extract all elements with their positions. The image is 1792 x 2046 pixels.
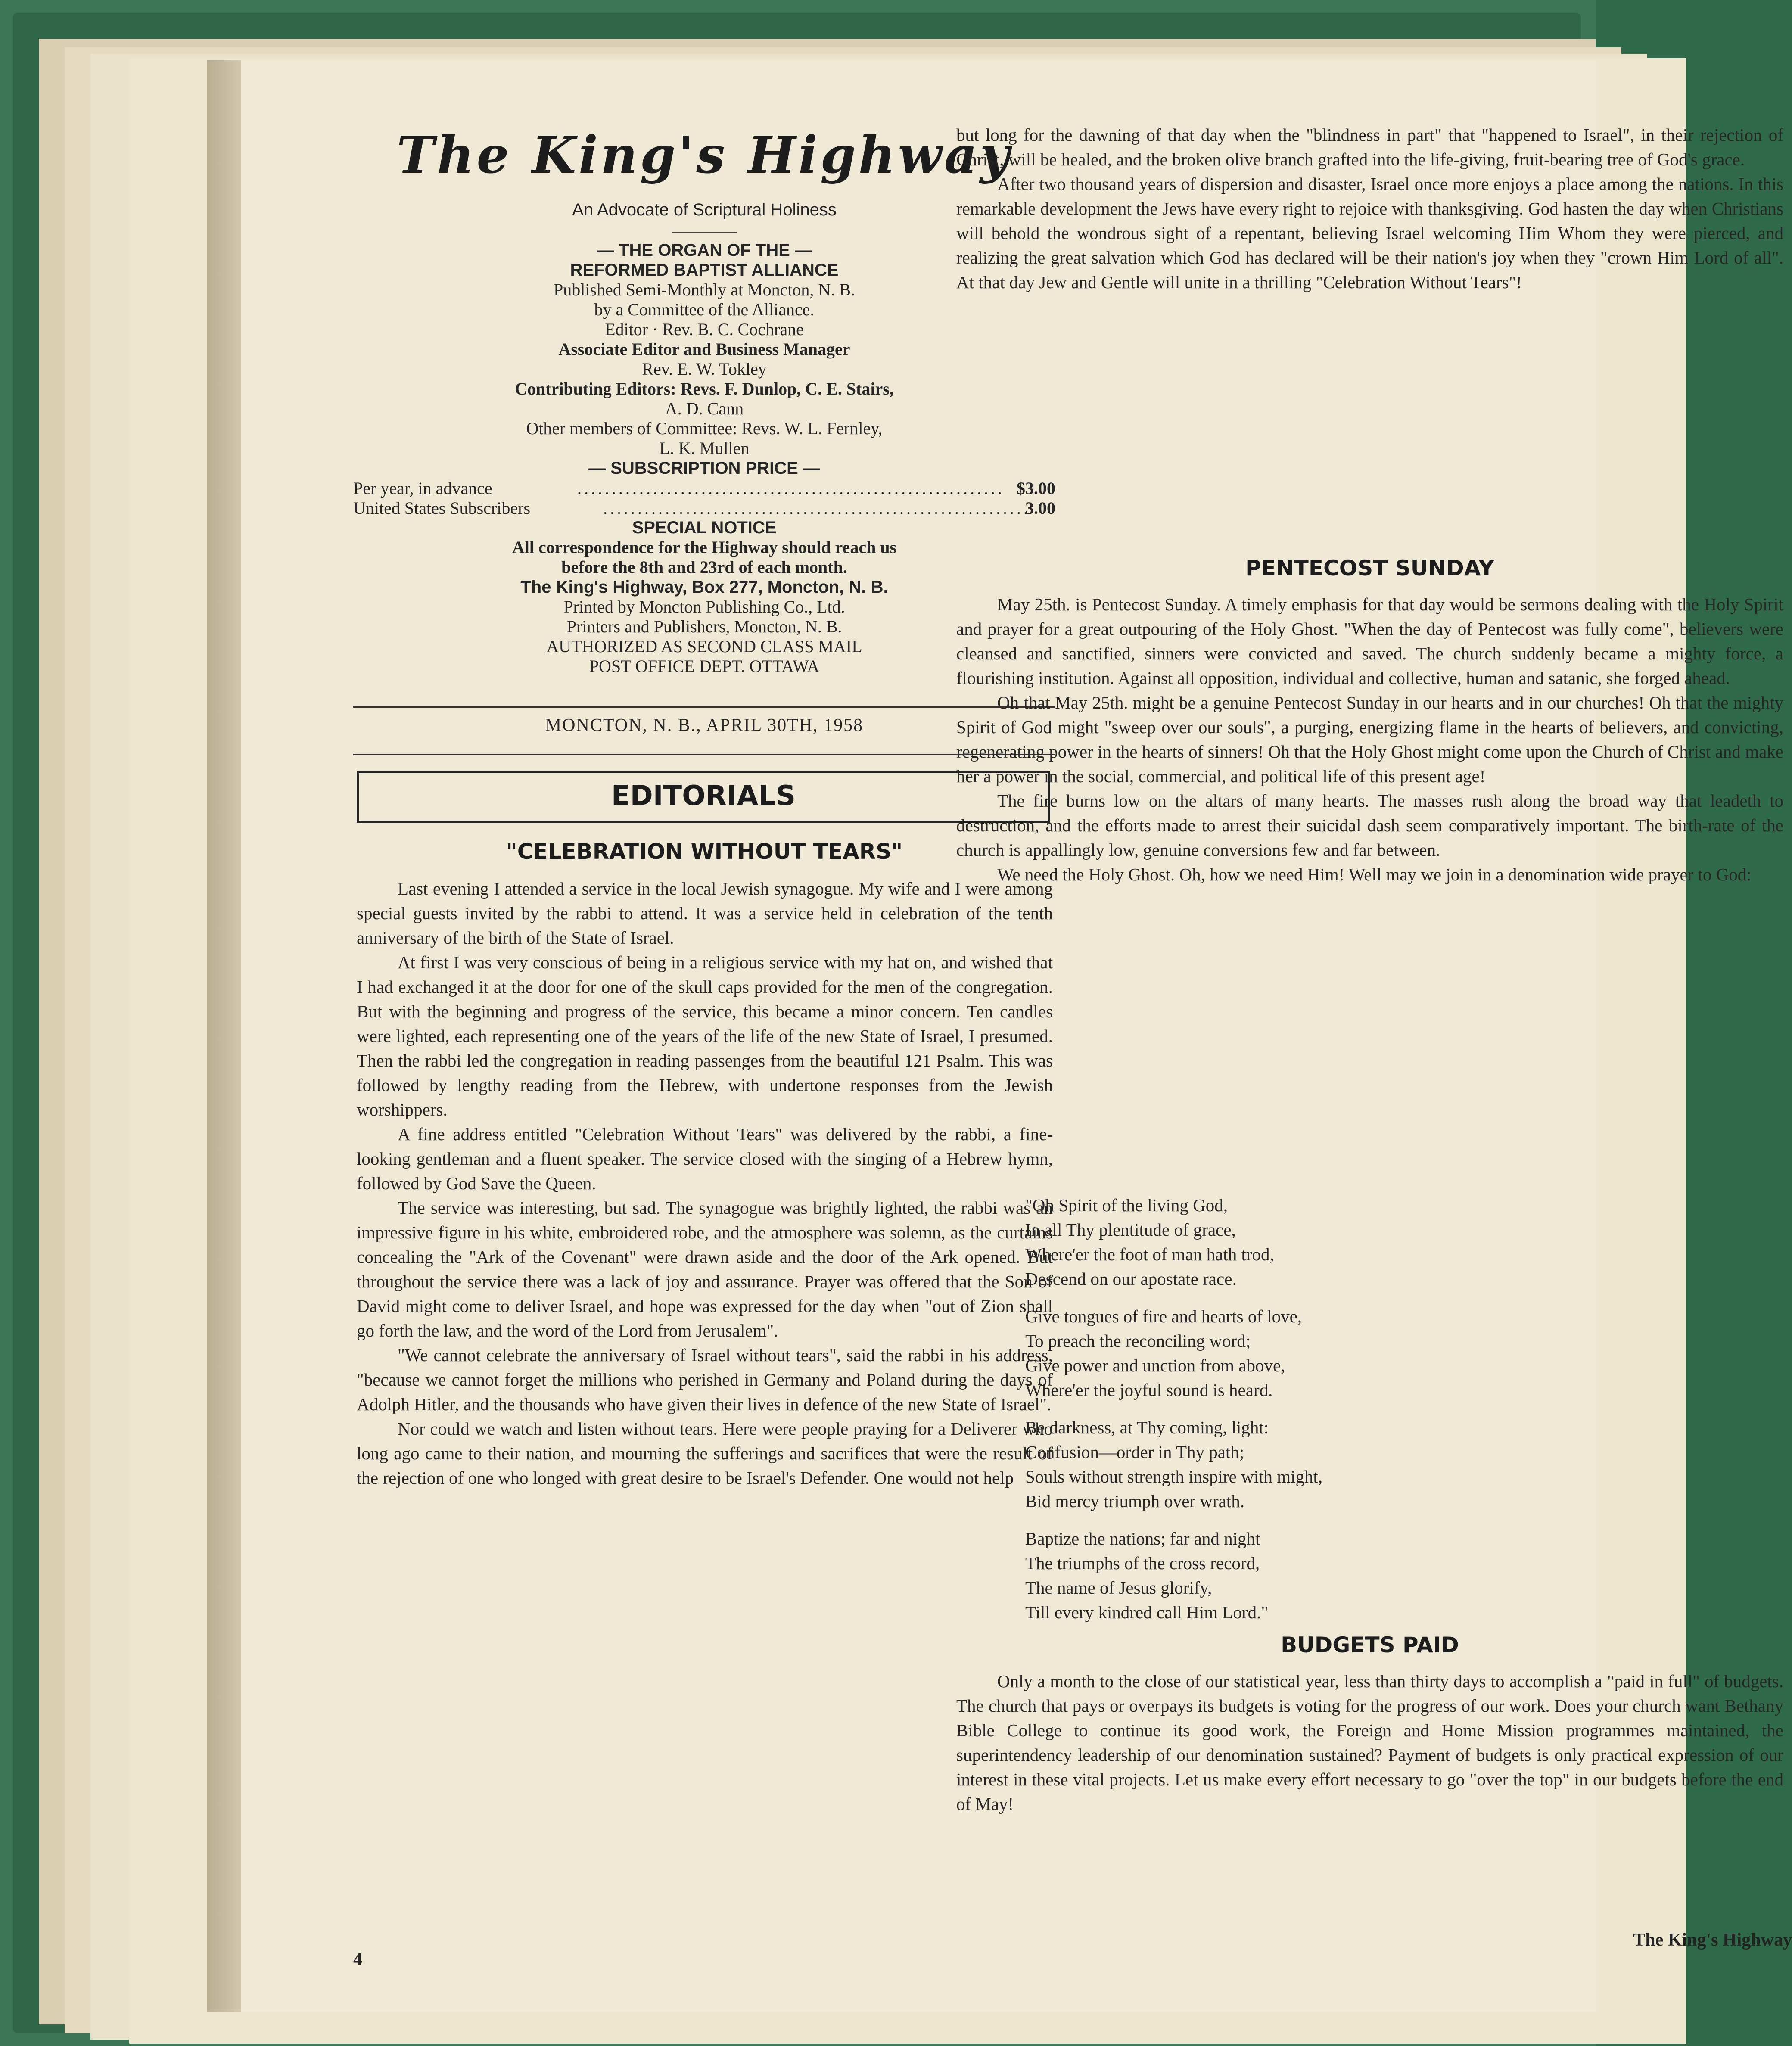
paragraph: "We cannot celebrate the anniversary of Israel without tears", said the rabbi in his address, "because we cannot forget the millions who perished in Germany and Poland during the days of Adolph Hitler, and the thousands who have given their lives in defence of the new State of Israel".	[357, 1345, 1053, 1414]
poem-line: Souls without strength inspire with might,	[1025, 1467, 1323, 1486]
notice-line: before the 8th and 23rd of each month.	[561, 557, 847, 577]
info-line: Other members of Committee: Revs. W. L. Fernley,	[526, 419, 883, 438]
price-value: $3.00	[1017, 479, 1055, 498]
info-line: by a Committee of the Alliance.	[594, 300, 815, 319]
poem-line: Bid mercy triumph over wrath.	[1025, 1491, 1244, 1511]
divider-rule	[353, 706, 1055, 708]
poem-line: Where'er the joyful sound is heard.	[1025, 1380, 1273, 1400]
editorials-box	[357, 771, 1050, 823]
article-title: "CELEBRATION WITHOUT TEARS"	[506, 839, 903, 864]
article-continued	[956, 123, 1783, 295]
notice-line: Printers and Publishers, Moncton, N. B.	[566, 617, 842, 636]
poem-line: Give tongues of fire and hearts of love,	[1025, 1306, 1302, 1326]
notice-line: Printed by Moncton Publishing Co., Ltd.	[563, 597, 845, 616]
paragraph: Last evening I attended a service in the local Jewish synagogue. My wife and I were among special guests invited by the rabbi to attend. It was a service held in celebration of the tenth anniversary of the birth of the State of Israel.	[357, 879, 1053, 948]
poem-stanza	[1025, 1527, 1758, 1625]
masthead-rule	[672, 232, 737, 233]
article-body	[357, 877, 1053, 1490]
info-line: REFORMED BAPTIST ALLIANCE	[570, 261, 839, 280]
poem-line: The name of Jesus glorify,	[1025, 1578, 1212, 1598]
price-label: Per year, in advance	[353, 479, 492, 498]
poem-line: The triumphs of the cross record,	[1025, 1553, 1260, 1573]
poem-line: Give power and unction from above,	[1025, 1356, 1285, 1375]
paragraph: A fine address entitled "Celebration Without Tears" was delivered by the rabbi, a fine-looking gentleman and a fluent speaker. The service closed with the singing of a Hebrew hymn, followed by God Save the Queen.	[357, 1124, 1053, 1193]
notice-line: AUTHORIZED AS SECOND CLASS MAIL	[546, 637, 862, 656]
dateline: MONCTON, N. B., APRIL 30TH, 1958	[545, 715, 864, 735]
info-line: Rev. E. W. Tokley	[642, 359, 767, 379]
magazine-page	[241, 60, 1792, 2012]
info-line: — THE ORGAN OF THE —	[597, 241, 812, 260]
poem-line: In all Thy plentitude of grace,	[1025, 1220, 1236, 1240]
footer-publication: The King's Highway	[1633, 1930, 1792, 1950]
info-line: Associate Editor and Business Manager	[558, 339, 850, 359]
paragraph: We need the Holy Ghost. Oh, how we need Him! Well may we join in a denomination wide prayer to God:	[997, 864, 1752, 884]
info-line: Editor · Rev. B. C. Cochrane	[605, 320, 804, 339]
poem-line: "Oh Spirit of the living God,	[1025, 1195, 1228, 1215]
article-body	[956, 592, 1783, 887]
poem-line: Where'er the foot of man hath trod,	[1025, 1244, 1274, 1264]
article-title: BUDGETS PAID	[1281, 1632, 1459, 1657]
notice-heading: SPECIAL NOTICE	[632, 518, 777, 537]
price-label: United States Subscribers	[353, 498, 531, 518]
info-line: A. D. Cann	[665, 399, 744, 418]
paragraph: Oh that May 25th. might be a genuine Pentecost Sunday in our hearts and in our churches! Oh that the mighty Spirit of God might "sweep over our souls", a purging, energizing flame in the hearts of believers, and convicting, regenerating power in the hearts of sinners! Oh that the Holy Ghost might come upon the Church of Christ and make her a power in the social, commercial, and political life of this present age!	[956, 693, 1783, 786]
page-number: 4	[353, 1950, 362, 1969]
paragraph: The fire burns low on the altars of many hearts. The masses rush along the broad way that leadeth to destruction, and the efforts made to arrest their suicidal dash seem comparatively important. The birth-rate of the church is appallingly low, genuine conversions few and far between.	[956, 791, 1783, 860]
masthead-title: The King's Highway	[396, 125, 1012, 185]
info-line: Published Semi-Monthly at Moncton, N. B.	[554, 280, 855, 299]
info-line: Contributing Editors: Revs. F. Dunlop, C. E. Stairs,	[515, 379, 894, 398]
poem-line: Be darkness, at Thy coming, light:	[1025, 1418, 1269, 1437]
leader-dots: ..............................................................	[577, 479, 1005, 498]
poem-stanza	[1025, 1193, 1758, 1291]
price-value: 3.00	[1025, 498, 1055, 518]
hymn-poem	[1025, 1193, 1758, 1638]
paragraph: but long for the dawning of that day when the "blindness in part" that "happened to Israel", in their rejection of Christ, will be healed, and the broken olive branch grafted into the life-giving, fruit-bearing tree of God's grace.	[956, 125, 1783, 169]
poem-line: To preach the reconciling word;	[1025, 1331, 1251, 1351]
paragraph: Only a month to the close of our statistical year, less than thirty days to accomplish a "paid in full" of budgets. The church that pays or overpays its budgets is voting for the progress of our work. Does your church want Bethany Bible College to continue its good work, the Foreign and Home Mission programmes maintained, the superintendency leadership of our denomination sustained? Payment of budgets is only practical expression of our interest in these vital projects. Let us make every effort necessary to go "over the top" in our budgets before the end of May!	[956, 1671, 1783, 1814]
poem-stanza	[1025, 1304, 1758, 1402]
leader-dots: ..............................................................	[603, 498, 1030, 518]
paragraph: At first I was very conscious of being in a religious service with my hat on, and wished that I had exchanged it at the door for one of the skull caps provided for the men of the congregation. But with the beginning and progress of the service, this became a minor concern. Ten candles were lighted, each representing one of the years of the life of the new State of Israel, I presumed. Then the rabbi led the congregation in reading passenges from the beautiful 121 Psalm. This was followed by lengthy reading from the Hebrew, with undertone responses from the Jewish worshippers.	[357, 952, 1053, 1119]
poem-line: Baptize the nations; far and night	[1025, 1529, 1260, 1548]
paragraph: The service was interesting, but sad. The synagogue was brightly lighted, the rabbi was an impressive figure in his white, embroidered robe, and the atmosphere was solemn, as the curtains concealing the "Ark of the Covenant" were drawn aside and the door of the Ark opened. But throughout the service there was a lack of joy and assurance. Prayer was offered that the Son of David might come to deliver Israel, and hope was expressed for the day when "out of Zion shall go forth the law, and the word of the Lord from Jerusalem".	[357, 1198, 1053, 1340]
editorials-heading: EDITORIALS	[611, 780, 796, 812]
info-line: L. K. Mullen	[659, 438, 750, 458]
article-body	[956, 1669, 1783, 1816]
masthead-subtitle: An Advocate of Scriptural Holiness	[572, 200, 837, 219]
subscription-heading: — SUBSCRIPTION PRICE —	[588, 459, 820, 478]
divider-rule	[353, 754, 1055, 755]
notice-line: All correspondence for the Highway should reach us	[512, 538, 897, 557]
poem-stanza	[1025, 1415, 1758, 1514]
article-title: PENTECOST SUNDAY	[1245, 556, 1494, 581]
paragraph: Nor could we watch and listen without tears. Here were people praying for a Deliverer who long ago came to their nation, and mourning the sufferings and sacrifices that were the result of the rejection of one who longed with great desire to be Israel's Defender. One would not help	[357, 1419, 1053, 1488]
poem-line: Confusion—order in Thy path;	[1025, 1442, 1244, 1462]
poem-line: Descend on our apostate race.	[1025, 1269, 1237, 1289]
notice-line: POST OFFICE DEPT. OTTAWA	[589, 656, 820, 676]
paragraph: After two thousand years of dispersion and disaster, Israel once more enjoys a place among the nations. In this remarkable development the Jews have every right to rejoice with thanksgiving. God hasten the day when Christians will behold the wondrous sight of a repentant, believing Israel welcoming Him Whom they were pierced, and realizing the great salvation which God has declared will be their nation's joy when they "crown Him Lord of all". At that day Jew and Gentle will unite in a thrilling "Celebration Without Tears"!	[956, 174, 1783, 292]
poem-line: Till every kindred call Him Lord."	[1025, 1602, 1269, 1622]
notice-line: The King's Highway, Box 277, Moncton, N. B.	[520, 578, 888, 597]
paragraph: May 25th. is Pentecost Sunday. A timely emphasis for that day would be sermons dealing with the Holy Spirit and prayer for a great outpouring of the Holy Ghost. "When the day of Pentecost was fully come", believers were cleansed and sanctified, sinners were convicted and saved. The church suddenly became a mighty force, a flourishing institution. Against all opposition, individual and collective, human and satanic, she forged ahead.	[956, 594, 1783, 688]
